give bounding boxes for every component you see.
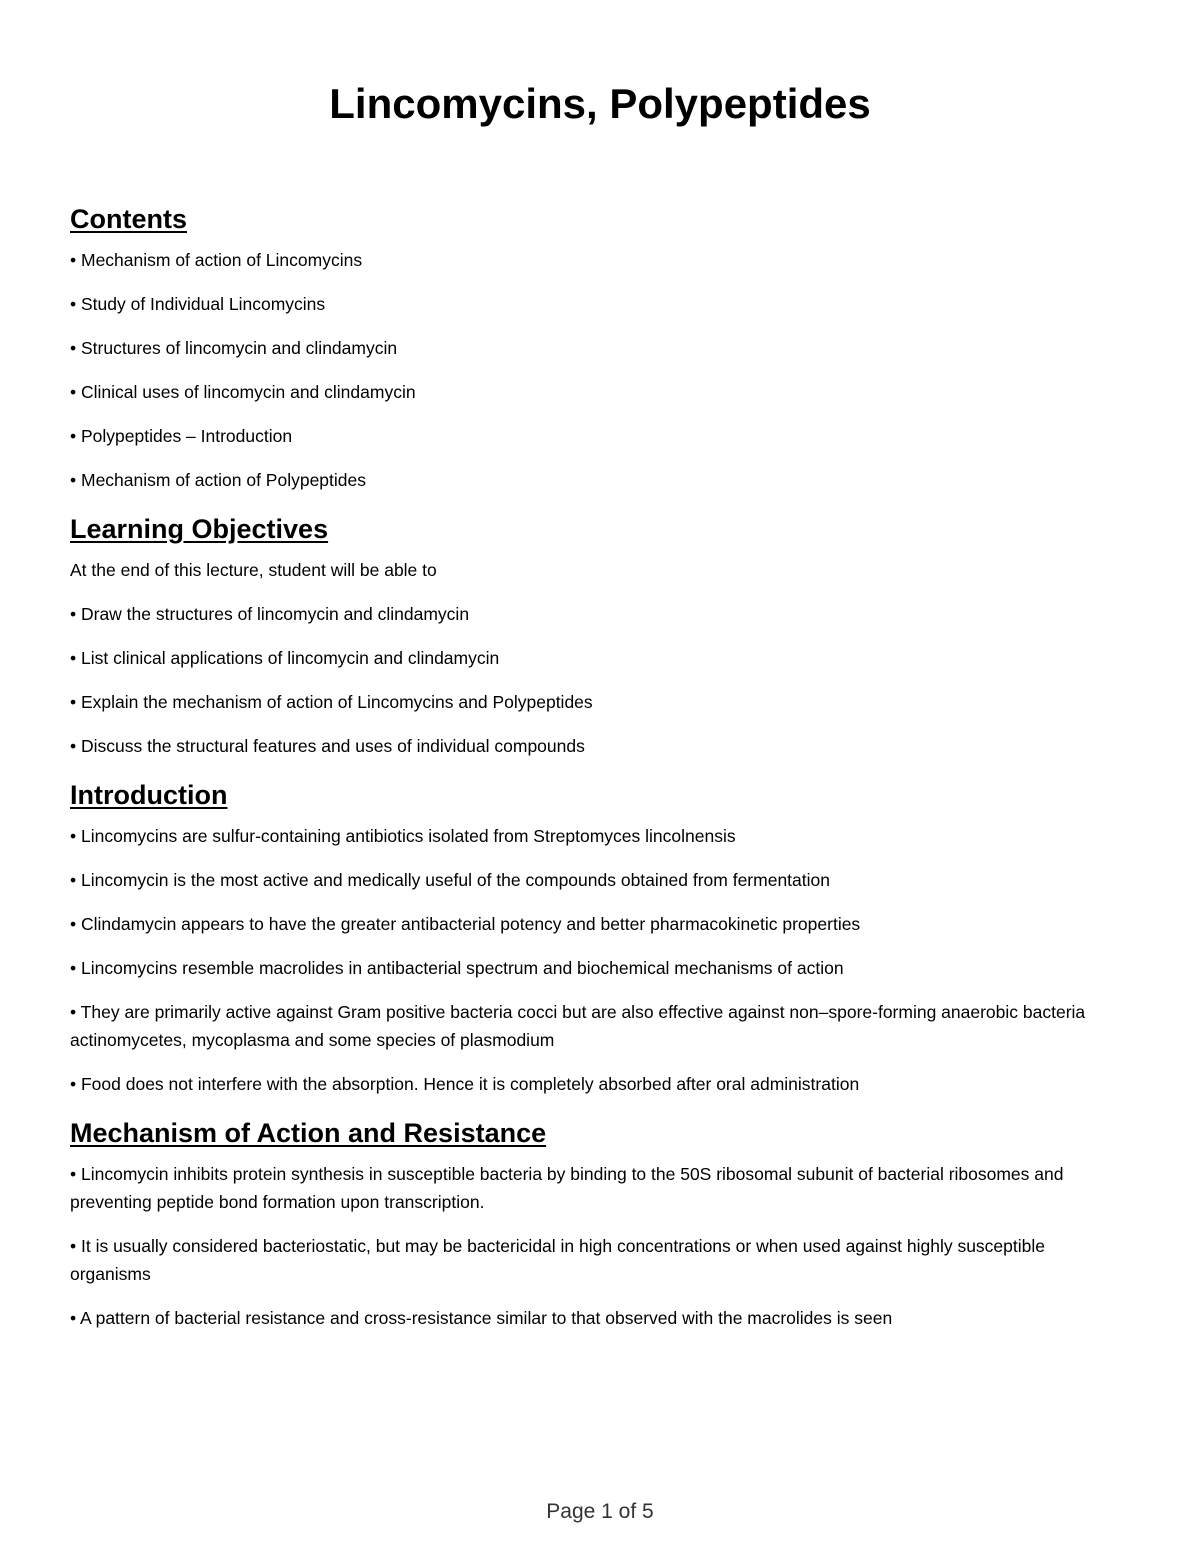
list-item: • Polypeptides – Introduction xyxy=(70,426,293,446)
list-item: • Clindamycin appears to have the greater antibacterial potency and better pharmacokinetic properties xyxy=(70,914,861,934)
section-learning-objectives xyxy=(70,510,1130,760)
list-item: • Mechanism of action of Polypeptides xyxy=(70,470,367,490)
section-heading: Mechanism of Action and Resistance xyxy=(70,1118,547,1148)
list-item: • Lincomycin inhibits protein synthesis in susceptible bacteria by binding to the 50S ribosomal subunit of bacterial ribosomes and preventing peptide bond formation upon transcription. xyxy=(70,1164,1064,1212)
list-item: • Mechanism of action of Lincomycins xyxy=(70,250,363,270)
section-mechanism-of-action xyxy=(70,1114,1130,1332)
list-item: • Lincomycin is the most active and medically useful of the compounds obtained from fermentation xyxy=(70,870,830,890)
list-item: • Structures of lincomycin and clindamycin xyxy=(70,338,398,358)
document-title: Lincomycins, Polypeptides xyxy=(329,80,871,127)
list-item: • Lincomycins are sulfur-containing antibiotics isolated from Streptomyces lincolnensis xyxy=(70,826,736,846)
section-contents xyxy=(70,200,1130,494)
section-heading: Introduction xyxy=(70,780,228,810)
page-number: Page 1 of 5 xyxy=(546,1500,654,1523)
list-item: • They are primarily active against Gram positive bacteria cocci but are also effective against non–spore-forming anaerobic bacteria actinomycetes, mycoplasma and some species of plasmodium xyxy=(70,1002,1086,1050)
list-item: • Discuss the structural features and uses of individual compounds xyxy=(70,736,585,756)
list-item: • Draw the structures of lincomycin and clindamycin xyxy=(70,604,470,624)
list-item: • Explain the mechanism of action of Lincomycins and Polypeptides xyxy=(70,692,593,712)
list-item: • List clinical applications of lincomycin and clindamycin xyxy=(70,648,500,668)
list-item: • Study of Individual Lincomycins xyxy=(70,294,326,314)
intro-line: At the end of this lecture, student will be able to xyxy=(70,560,437,580)
section-heading: Learning Objectives xyxy=(70,514,329,544)
section-introduction xyxy=(70,776,1130,1098)
list-item: • Clinical uses of lincomycin and clindamycin xyxy=(70,382,416,402)
list-item: • It is usually considered bacteriostatic, but may be bactericidal in high concentrations or when used against highly susceptible organisms xyxy=(70,1236,1046,1284)
list-item: • Lincomycins resemble macrolides in antibacterial spectrum and biochemical mechanisms of action xyxy=(70,958,844,978)
list-item: • A pattern of bacterial resistance and cross-resistance similar to that observed with the macrolides is seen xyxy=(70,1308,893,1328)
list-item: • Food does not interfere with the absorption. Hence it is completely absorbed after oral administration xyxy=(70,1074,860,1094)
section-heading: Contents xyxy=(70,204,187,234)
document-body xyxy=(70,196,1130,1348)
